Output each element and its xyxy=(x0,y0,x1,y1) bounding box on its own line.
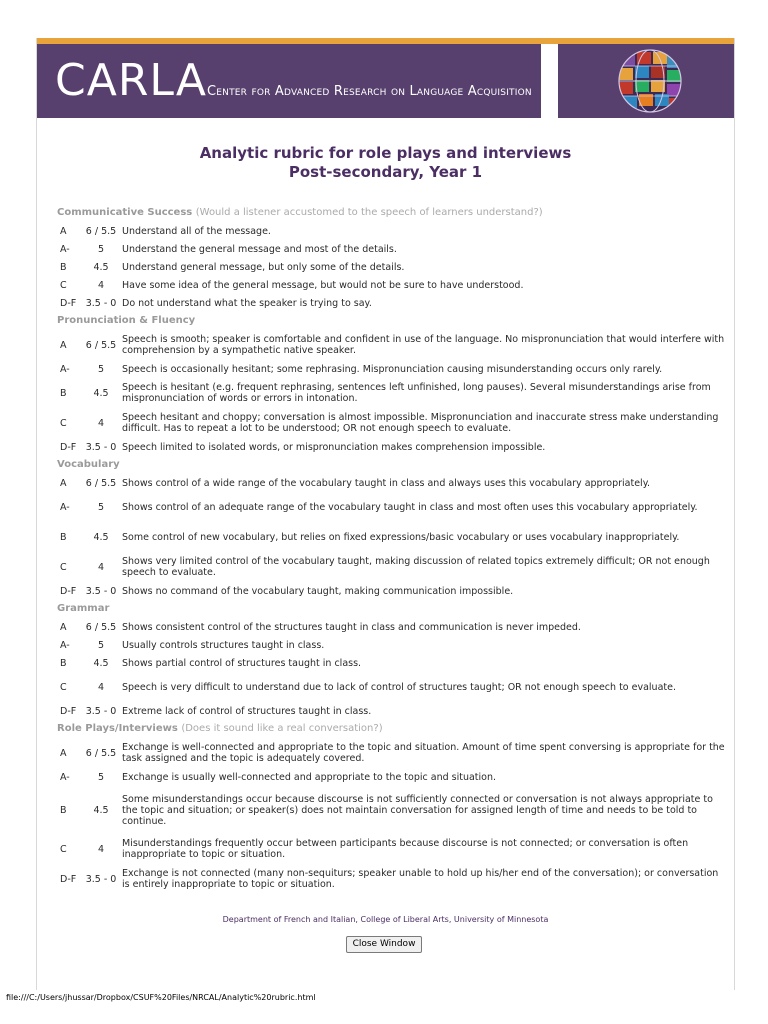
grade-cell: A- xyxy=(60,243,70,255)
rubric-table xyxy=(57,204,727,894)
table-row xyxy=(57,258,727,276)
grade-cell: A- xyxy=(60,501,70,513)
table-row xyxy=(57,492,727,522)
table-row xyxy=(57,864,727,894)
score-cell: 4 xyxy=(97,279,105,291)
description-cell: Some misunderstandings occur because discourse is not sufficiently connected or conversation is not always appropriate to the topic and situation; or speaker(s) does not maintain conversation for assigned length of time and needs to be told to continue. xyxy=(122,793,713,827)
grade-cell: D-F xyxy=(60,705,77,717)
section-name: Grammar xyxy=(57,603,110,614)
section-heading xyxy=(57,600,727,618)
section-name: Vocabulary xyxy=(57,459,120,470)
description-cell: Speech is hesitant (e.g. frequent rephrasing, sentences left unfinished, long pauses). Several misunderstandings arise from mispronunciation of words or errors in intonation. xyxy=(122,382,711,404)
table-row xyxy=(57,636,727,654)
title-line-2: Post-secondary, Year 1 xyxy=(288,163,483,181)
table-row xyxy=(57,294,727,312)
section-name: Communicative Success xyxy=(57,207,193,218)
table-row xyxy=(57,474,727,492)
grade-cell: C xyxy=(60,843,67,855)
table-row xyxy=(57,582,727,600)
description-cell: Speech limited to isolated words, or mispronunciation makes comprehension impossible. xyxy=(122,441,546,453)
score-cell: 6 / 5.5 xyxy=(85,339,117,351)
description-cell: Exchange is usually well-connected and appropriate to the topic and situation. xyxy=(122,771,497,783)
description-cell: Speech hesitant and choppy; conversation is almost impossible. Mispronunciation and inaccurate stress make understanding difficult. Has to repeat a lot to be understood; OR not enough speech to evaluate. xyxy=(122,412,719,434)
table-row xyxy=(57,360,727,378)
table-row xyxy=(57,768,727,786)
file-path: file:///C:/Users/jhussar/Dropbox/CSUF%20Files/NRCAL/Analytic%20rubric.html xyxy=(6,993,316,1002)
table-row xyxy=(57,222,727,240)
grade-cell: A xyxy=(60,621,67,633)
score-cell: 4.5 xyxy=(93,261,109,273)
score-cell: 5 xyxy=(97,363,105,375)
description-cell: Speech is occasionally hesitant; some rephrasing. Mispronunciation causing misunderstanding occurs only rarely. xyxy=(122,363,663,375)
description-cell: Have some idea of the general message, but would not be sure to have understood. xyxy=(122,279,524,291)
score-cell: 3.5 - 0 xyxy=(85,297,117,309)
title-line-1: Analytic rubric for role plays and interviews xyxy=(199,144,572,162)
description-cell: Speech is very difficult to understand due to lack of control of structures taught; OR not enough speech to evaluate. xyxy=(122,681,676,693)
section-heading xyxy=(57,312,727,330)
section-heading xyxy=(57,720,727,738)
description-cell: Understand general message, but only some of the details. xyxy=(122,261,405,273)
grade-cell: D-F xyxy=(60,297,77,309)
grade-cell: B xyxy=(60,657,67,669)
header-divider xyxy=(541,44,558,118)
score-cell: 3.5 - 0 xyxy=(85,441,117,453)
grade-cell: D-F xyxy=(60,873,77,885)
description-cell: Usually controls structures taught in class. xyxy=(122,639,325,651)
grade-cell: A xyxy=(60,477,67,489)
description-cell: Shows partial control of structures taught in class. xyxy=(122,657,362,669)
score-cell: 6 / 5.5 xyxy=(85,747,117,759)
score-cell: 4.5 xyxy=(93,657,109,669)
score-cell: 4 xyxy=(97,681,105,693)
score-cell: 4 xyxy=(97,843,105,855)
description-cell: Shows consistent control of the structures taught in class and communication is never impeded. xyxy=(122,621,581,633)
table-row xyxy=(57,834,727,864)
description-cell: Do not understand what the speaker is trying to say. xyxy=(122,297,372,309)
section-hint: (Would a listener accustomed to the speech of learners understand?) xyxy=(195,207,543,218)
table-row xyxy=(57,654,727,672)
table-row xyxy=(57,240,727,258)
table-row xyxy=(57,522,727,552)
score-cell: 4 xyxy=(97,561,105,573)
score-cell: 4 xyxy=(97,417,105,429)
table-row xyxy=(57,330,727,360)
score-cell: 4.5 xyxy=(93,387,109,399)
page-frame xyxy=(36,38,735,990)
grade-cell: C xyxy=(60,681,67,693)
grade-cell: A xyxy=(60,225,67,237)
description-cell: Shows control of an adequate range of the vocabulary taught in class and most often uses this vocabulary appropriately. xyxy=(122,501,698,513)
description-cell: Shows control of a wide range of the vocabulary taught in class and always uses this vocabulary appropriately. xyxy=(122,477,650,489)
section-name: Role Plays/Interviews xyxy=(57,723,178,734)
table-row xyxy=(57,738,727,768)
grade-cell: A xyxy=(60,747,67,759)
close-window-button[interactable]: Close Window xyxy=(346,936,422,953)
grade-cell: A- xyxy=(60,771,70,783)
section-heading xyxy=(57,204,727,222)
table-row xyxy=(57,408,727,438)
score-cell: 5 xyxy=(97,639,105,651)
grade-cell: B xyxy=(60,531,67,543)
description-cell: Some control of new vocabulary, but relies on fixed expressions/basic vocabulary or uses vocabulary inappropriately. xyxy=(122,531,680,543)
description-cell: Understand all of the message. xyxy=(122,225,271,237)
footer-credit: Department of French and Italian, College of Liberal Arts, University of Minnesota xyxy=(222,915,549,924)
grade-cell: A- xyxy=(60,639,70,651)
table-row xyxy=(57,378,727,408)
description-cell: Misunderstandings frequently occur between participants because discourse is not connected; or conversation is often inappropriate to topic or situation. xyxy=(122,838,689,860)
grade-cell: B xyxy=(60,387,67,399)
table-row xyxy=(57,672,727,702)
section-name: Pronunciation & Fluency xyxy=(57,315,196,326)
grade-cell: D-F xyxy=(60,585,77,597)
section-heading xyxy=(57,456,727,474)
score-cell: 3.5 - 0 xyxy=(85,705,117,717)
score-cell: 4.5 xyxy=(93,531,109,543)
table-row xyxy=(57,702,727,720)
header-banner xyxy=(37,44,734,118)
score-cell: 6 / 5.5 xyxy=(85,225,117,237)
score-cell: 6 / 5.5 xyxy=(85,477,117,489)
table-row xyxy=(57,618,727,636)
score-cell: 5 xyxy=(97,771,105,783)
grade-cell: A xyxy=(60,339,67,351)
description-cell: Shows no command of the vocabulary taught, making communication impossible. xyxy=(122,585,514,597)
grade-cell: B xyxy=(60,804,67,816)
score-cell: 4.5 xyxy=(93,804,109,816)
carla-logo: CARLA xyxy=(55,55,208,106)
description-cell: Speech is smooth; speaker is comfortable and confident in use of the language. No mispronunciation that would interfere with comprehension by a sympathetic native speaker. xyxy=(122,334,725,356)
score-cell: 3.5 - 0 xyxy=(85,873,117,885)
table-row xyxy=(57,786,727,834)
center-name: Center for Advanced Research on Language Acquisition xyxy=(207,84,532,99)
page-title xyxy=(37,144,734,182)
grade-cell: C xyxy=(60,561,67,573)
table-row xyxy=(57,276,727,294)
table-row xyxy=(57,438,727,456)
description-cell: Exchange is not connected (many non-sequiturs; speaker unable to hold up his/her end of the conversation); or conversation is entirely inappropriate to topic or situation. xyxy=(122,868,719,890)
grade-cell: B xyxy=(60,261,67,273)
score-cell: 5 xyxy=(97,243,105,255)
grade-cell: C xyxy=(60,417,67,429)
grade-cell: C xyxy=(60,279,67,291)
description-cell: Understand the general message and most of the details. xyxy=(122,243,397,255)
section-hint: (Does it sound like a real conversation?) xyxy=(181,723,383,734)
score-cell: 5 xyxy=(97,501,105,513)
grade-cell: D-F xyxy=(60,441,77,453)
score-cell: 3.5 - 0 xyxy=(85,585,117,597)
score-cell: 6 / 5.5 xyxy=(85,621,117,633)
description-cell: Shows very limited control of the vocabulary taught, making discussion of related topics extremely difficult; OR not enough speech to evaluate. xyxy=(122,556,710,578)
description-cell: Extreme lack of control of structures taught in class. xyxy=(122,705,372,717)
table-row xyxy=(57,552,727,582)
description-cell: Exchange is well-connected and appropriate to the topic and situation. Amount of time spent conversing is appropriate for the task assigned and the topic is adequately covered. xyxy=(122,742,725,764)
globe-icon xyxy=(617,48,683,114)
grade-cell: A- xyxy=(60,363,70,375)
